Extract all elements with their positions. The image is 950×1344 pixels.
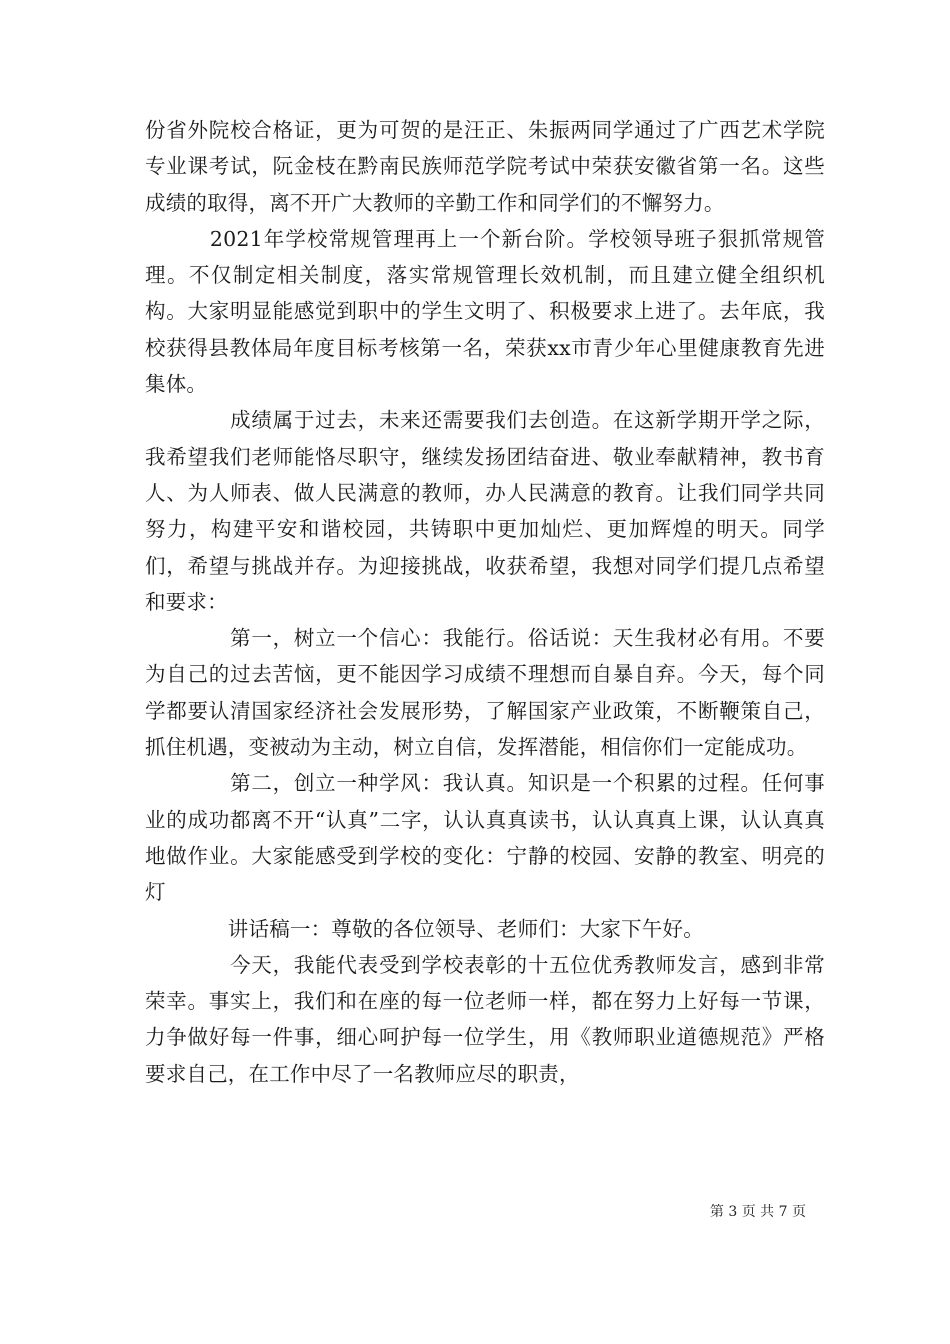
paragraph-1: 份省外院校合格证，更为可贺的是汪正、朱振两同学通过了广西艺术学院专业课考试，阮金枝在黔南民族师范学院考试中荣获安徽省第一名。这些成绩的取得，离不开广大教师的辛勤工作和同学们的不懈努力。 bbox=[145, 118, 825, 215]
paragraph-6: 讲话稿一：尊敬的各位领导、老师们：大家下午好。 bbox=[145, 916, 704, 941]
paragraph-7: 今天，我能代表受到学校表彰的十五位优秀教师发言，感到非常荣幸。事实上，我们和在座的每一位老师一样，都在努力上好每一节课，力争做好每一件事，细心呵护每一位学生，用《教师职业道德规范》严格要求自己，在工作中尽了一名教师应尽的职责， bbox=[145, 952, 825, 1086]
body-text bbox=[145, 112, 825, 1092]
paragraph-3: 成绩属于过去，未来还需要我们去创造。在这新学期开学之际，我希望我们老师能恪尽职守，继续发扬团结奋进、敬业奉献精神，教书育人、为人师表、做人民满意的教师，办人民满意的教育。让我们同学共同努力，构建平安和谐校园，共铸职中更加灿烂、更加辉煌的明天。同学们，希望与挑战并存。为迎接挑战，收获希望，我想对同学们提几点希望和要求： bbox=[145, 408, 825, 614]
paragraph-5: 第二，创立一种学风：我认真。知识是一个积累的过程。任何事业的成功都离不开“认真”二字，认认真真读书，认认真真上课，认认真真地做作业。大家能感受到学校的变化：宁静的校园、安静的教室、明亮的灯 bbox=[145, 771, 825, 905]
page-number-footer: 第 3 页 共 7 页 bbox=[709, 1204, 806, 1220]
paragraph-4: 第一，树立一个信心：我能行。俗话说：天生我材必有用。不要为自己的过去苦恼，更不能因学习成绩不理想而自暴自弃。今天，每个同学都要认清国家经济社会发展形势，了解国家产业政策，不断鞭策自己，抓住机遇，变被动为主动，树立自信，发挥潜能，相信你们一定能成功。 bbox=[145, 626, 825, 760]
paragraph-2: 2021年学校常规管理再上一个新台阶。学校领导班子狠抓常规管理。不仅制定相关制度，落实常规管理长效机制，而且建立健全组织机构。大家明显能感觉到职中的学生文明了、积极要求上进了。去年底，我校获得县教体局年度目标考核第一名，荣获xx市青少年心里健康教育先进集体。 bbox=[145, 226, 825, 397]
